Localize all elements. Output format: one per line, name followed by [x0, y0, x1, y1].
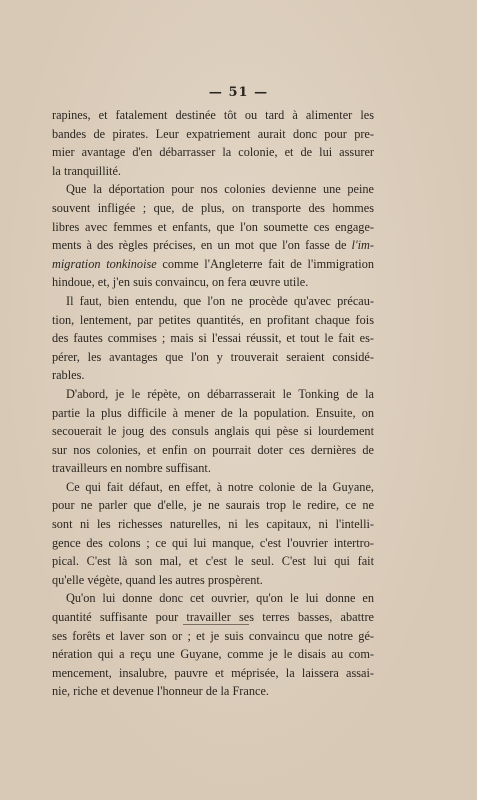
page-number: — 51 —	[208, 85, 269, 100]
text-line: rapines, et fatalement destinée tôt ou tard à alimenter les	[52, 108, 374, 122]
text-line: hindoue, et, j'en suis convaincu, on fera œuvre utile.	[52, 275, 309, 290]
text-line: Qu'on lui donne donc cet ouvrier, qu'on le lui donne en	[66, 591, 374, 606]
text-run: ments à des règles précises, en un mot que l'on fasse de	[52, 238, 352, 253]
text-line: pour ne parler que d'elle, je ne saurais trop le redire, ce ne	[52, 498, 374, 513]
text-line: la tranquillité.	[52, 163, 121, 178]
text-line: mier avantage d'en débarrasser la colonie, et de lui assurer	[52, 145, 374, 160]
text-line: sont ni les richesses naturelles, ni les capitaux, ni l'intelli-	[52, 517, 374, 532]
text-line: tion, lentement, par petites quantités, en profitant chaque fois	[52, 312, 374, 327]
text-run: comme l'Angleterre fait de l'immigration	[156, 256, 374, 271]
text-line: des fautes commises ; mais si l'essai réussit, et tout le fait es-	[52, 331, 374, 346]
text-line: Que la déportation pour nos colonies devienne une peine	[66, 182, 374, 197]
text-line: secouerait le joug des consuls anglais qui pèse si lourdement	[52, 424, 374, 439]
text-line: libres avec femmes et enfants, que l'on soumette ces engage-	[52, 219, 374, 234]
italic-text: l'im-	[351, 238, 374, 253]
text-line	[52, 236, 374, 255]
text-line: rables.	[52, 368, 85, 383]
body-text	[52, 106, 374, 701]
end-rule	[183, 624, 249, 625]
text-line: Ce qui fait défaut, en effet, à notre colonie de la Guyane,	[66, 479, 374, 494]
text-line: travailleurs en nombre suffisant.	[52, 461, 211, 476]
text-line: souvent infligée ; que, de plus, on transporte des hommes	[52, 200, 374, 215]
text-line: qu'elle végète, quand les autres prospèrent.	[52, 572, 263, 587]
text-line: D'abord, je le répète, on débarrasserait le Tonking de la	[66, 386, 374, 401]
text-line: bandes de pirates. Leur expatriement aurait donc pour pre-	[52, 126, 374, 141]
text-line: quantité suffisante pour travailler ses terres basses, abattre	[52, 610, 374, 625]
text-line: Il faut, bien entendu, que l'on ne procède qu'avec précau-	[66, 293, 374, 308]
text-line: sur nos colonies, et enfin on pourrait doter ces dernières de	[52, 442, 374, 457]
text-line: pical. C'est là son mal, et c'est le seul. C'est lui qui fait	[52, 554, 374, 569]
text-line: nération qui a reçu une Guyane, comme je le disais au com-	[52, 647, 374, 662]
text-line: pérer, les avantages que l'on y trouverait seraient considé-	[52, 349, 374, 364]
text-line: partie la plus difficile à mener de la population. Ensuite, on	[52, 405, 374, 420]
text-line: gence des colons ; ce qui lui manque, c'est l'ouvrier intertro-	[52, 535, 374, 550]
text-line	[52, 255, 374, 274]
italic-text: migration tonkinoise	[52, 256, 157, 271]
text-line: mencement, insalubre, pauvre et méprisée, la laissera assai-	[52, 665, 374, 680]
text-line: ses forêts et laver son or ; et je suis convaincu que notre gé-	[52, 628, 374, 643]
text-line: nie, riche et devenue l'honneur de la France.	[52, 684, 269, 699]
